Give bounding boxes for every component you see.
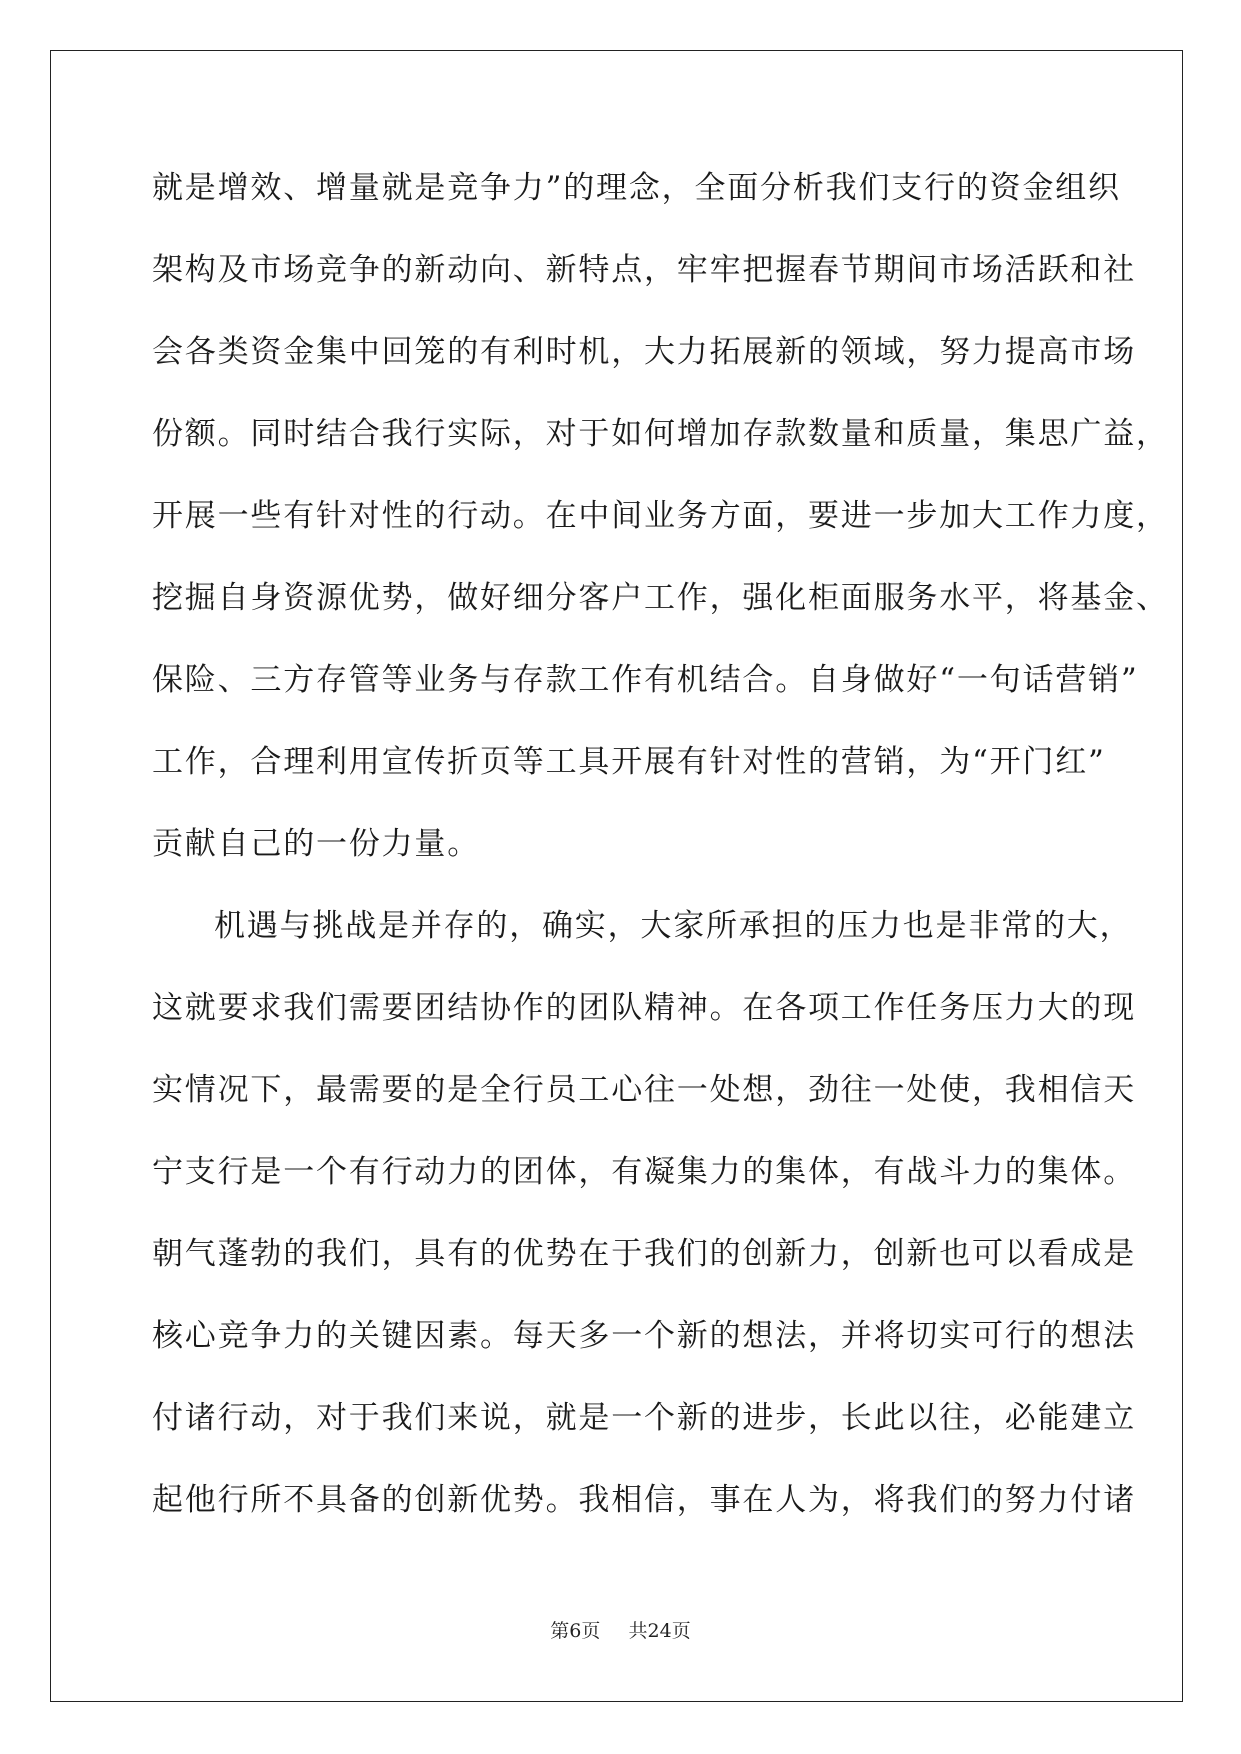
text-line: 核心竞争力的关键因素。每天多一个新的想法，并将切实可行的想法	[152, 1318, 1136, 1354]
text-line: 工作，合理利用宣传折页等工具开展有针对性的营销，为“开门红”	[152, 744, 1106, 780]
text-line: 这就要求我们需要团结协作的团队精神。在各项工作任务压力大的现	[152, 990, 1136, 1026]
paragraph-start-line: 机遇与挑战是并存的，确实，大家所承担的压力也是非常的大，	[214, 908, 1133, 944]
text-line: 份额。同时结合我行实际，对于如何增加存款数量和质量，集思广益，	[152, 416, 1169, 452]
text-line: 架构及市场竞争的新动向、新特点，牢牢把握春节期间市场活跃和社	[152, 252, 1136, 288]
text-line: 实情况下，最需要的是全行员工心往一处想，劲往一处使，我相信天	[152, 1072, 1136, 1108]
document-body	[152, 164, 1169, 1558]
text-line: 就是增效、增量就是竞争力”的理念，全面分析我们支行的资金组织	[152, 170, 1121, 206]
text-line: 会各类资金集中回笼的有利时机，大力拓展新的领域，努力提高市场	[152, 334, 1136, 370]
text-line: 宁支行是一个有行动力的团体，有凝集力的集体，有战斗力的集体。	[152, 1154, 1136, 1190]
page-footer	[0, 1616, 1241, 1643]
text-line: 挖掘自身资源优势，做好细分客户工作，强化柜面服务水平，将基金、	[152, 580, 1169, 616]
page-number: 第6页	[550, 1620, 601, 1642]
text-line: 保险、三方存管等业务与存款工作有机结合。自身做好“一句话营销”	[152, 662, 1139, 698]
text-line: 开展一些有针对性的行动。在中间业务方面，要进一步加大工作力度，	[152, 498, 1169, 534]
text-line: 付诸行动，对于我们来说，就是一个新的进步，长此以往，必能建立	[152, 1400, 1136, 1436]
total-pages: 共24页	[628, 1620, 691, 1642]
text-line: 朝气蓬勃的我们，具有的优势在于我们的创新力，创新也可以看成是	[152, 1236, 1136, 1272]
text-line: 贡献自己的一份力量。	[152, 826, 480, 862]
text-line: 起他行所不具备的创新优势。我相信，事在人为，将我们的努力付诸	[152, 1482, 1136, 1518]
